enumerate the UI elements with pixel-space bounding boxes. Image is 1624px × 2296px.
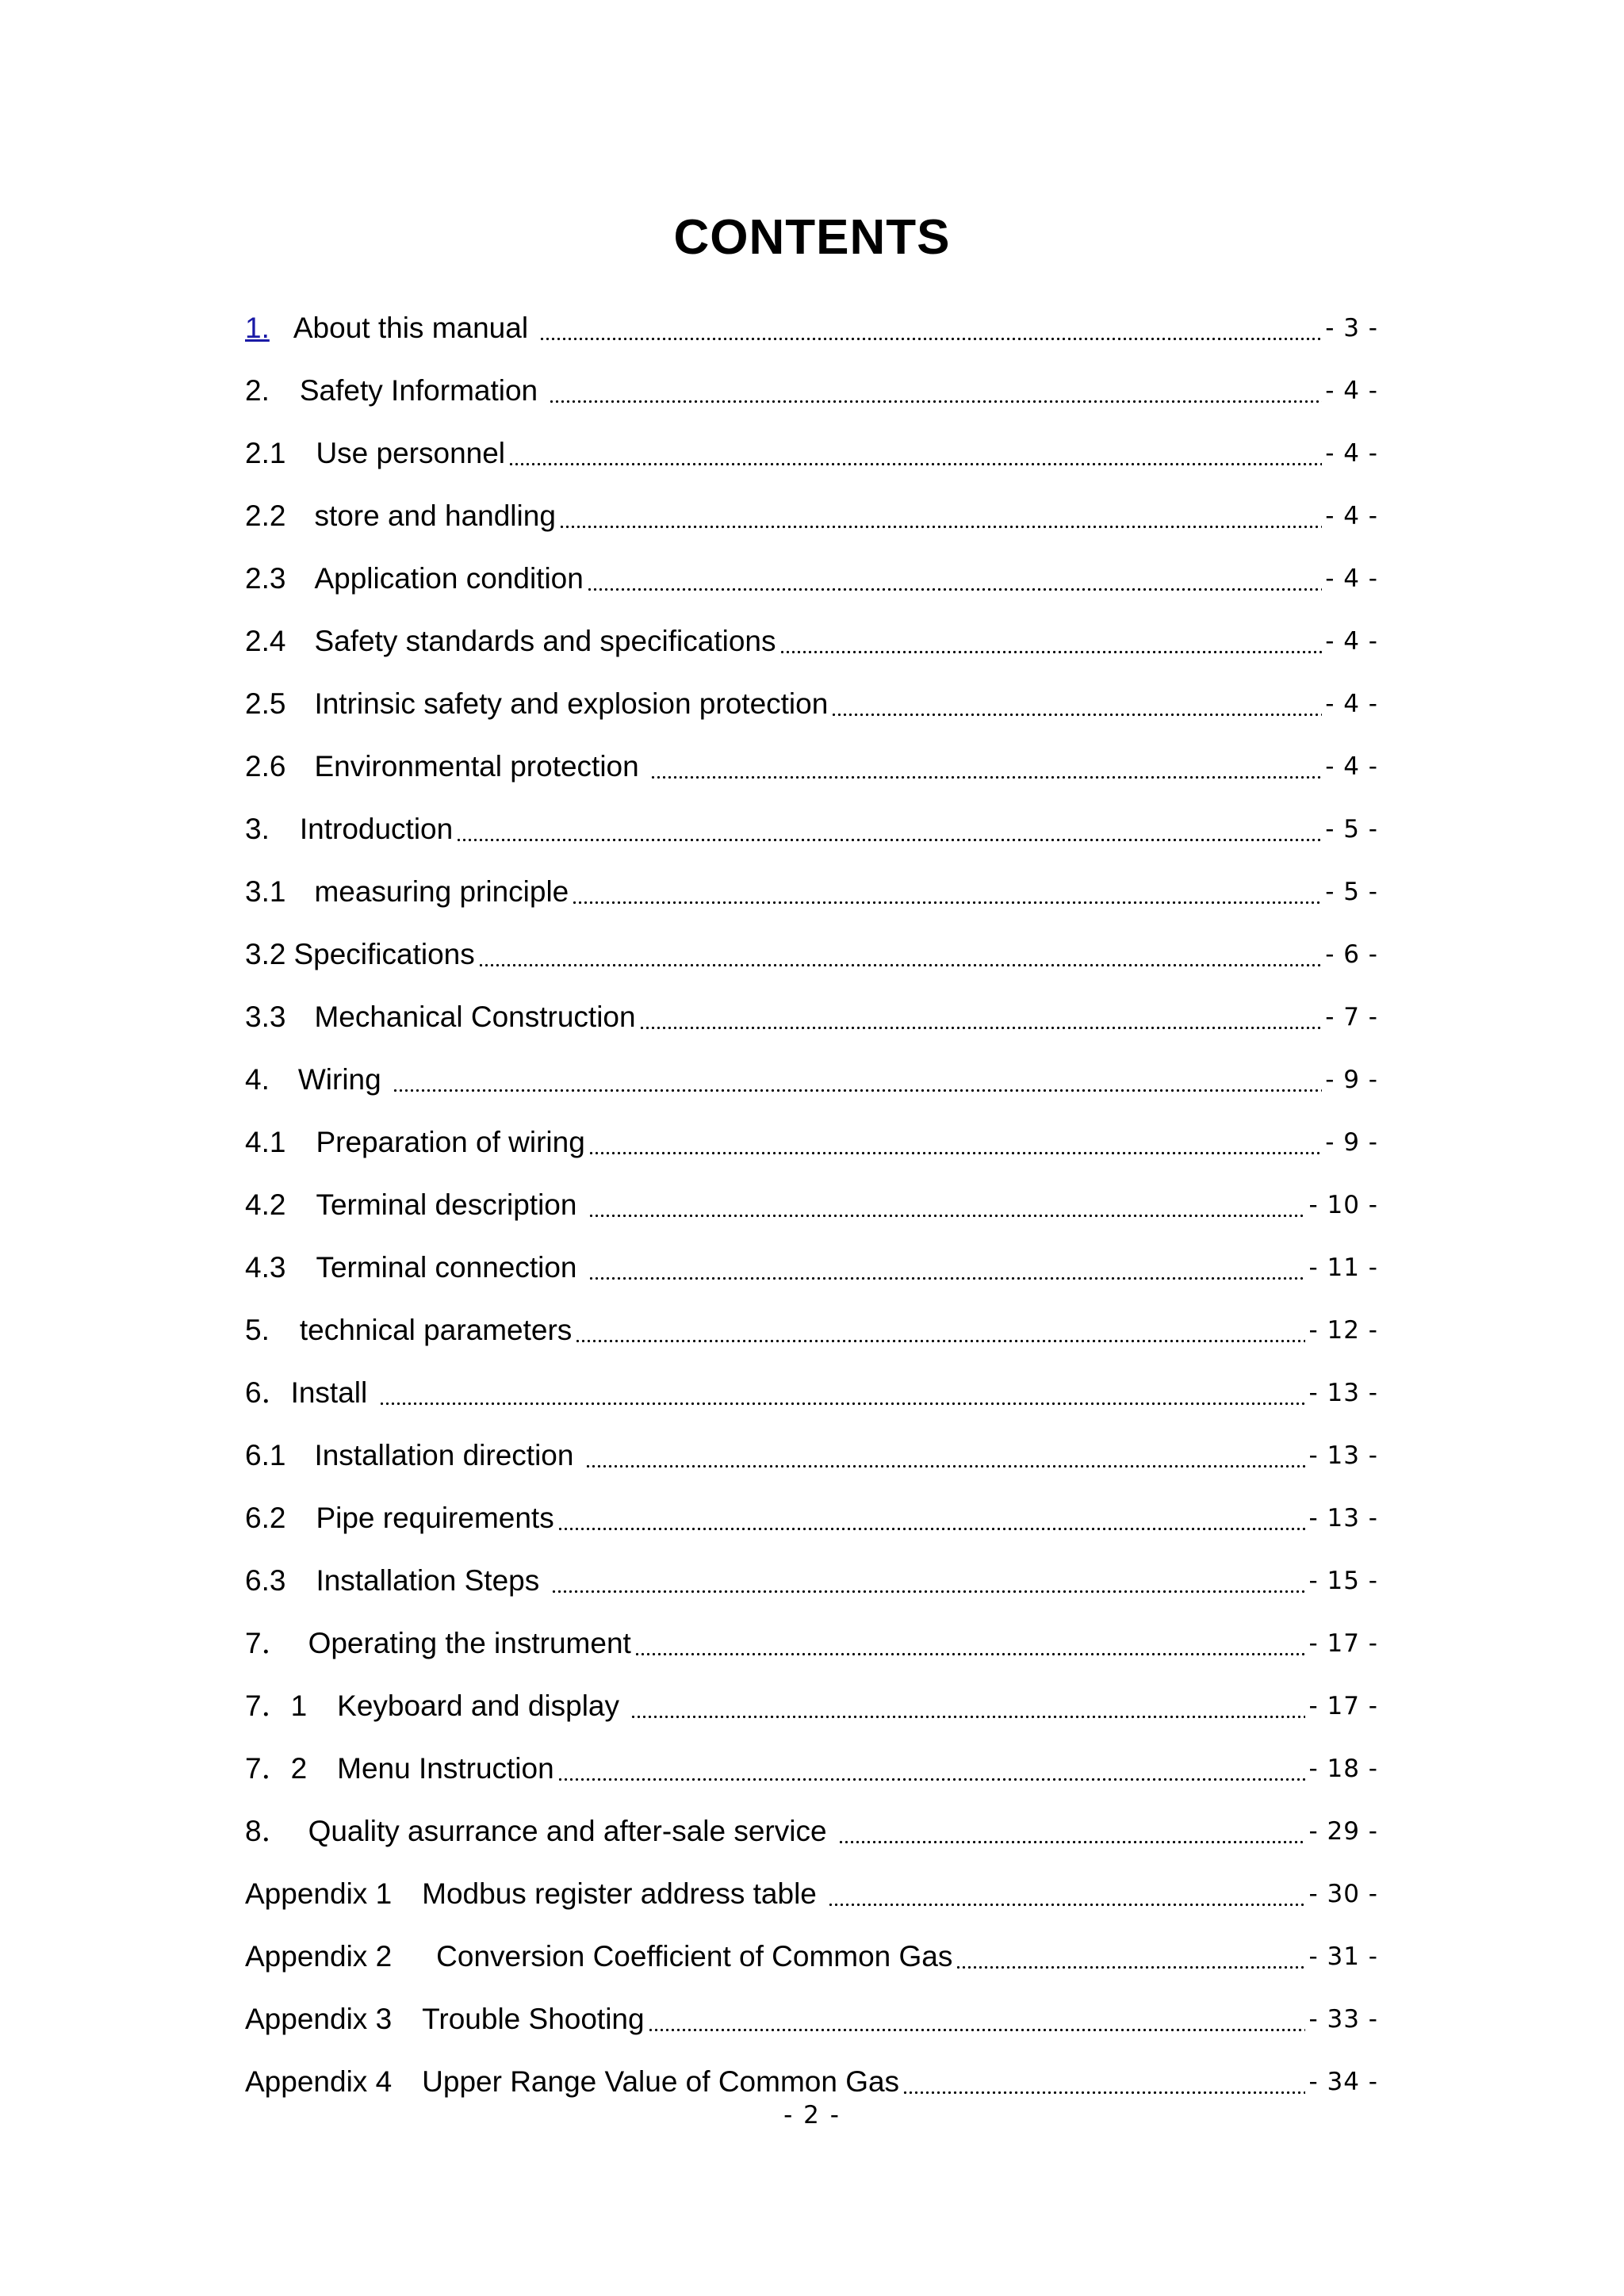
toc-entry-title: Operating the instrument xyxy=(308,1627,631,1659)
toc-entry[interactable] xyxy=(245,1035,1378,1098)
dot-leader xyxy=(639,999,1323,1031)
toc-entry[interactable] xyxy=(245,1098,1378,1161)
toc-entry-number: 2.6 xyxy=(245,750,286,783)
toc-entry[interactable] xyxy=(245,1223,1378,1286)
page-number: - 2 - xyxy=(783,2101,841,2130)
toc-entry-number: 4.2 xyxy=(245,1188,286,1221)
toc-entry[interactable] xyxy=(245,910,1378,973)
toc-entry-page: - 4 - xyxy=(1325,439,1378,468)
toc-entry-title: store and handling xyxy=(314,499,556,532)
toc-entry[interactable] xyxy=(245,1724,1378,1787)
dot-leader xyxy=(549,373,1322,404)
toc-entry[interactable] xyxy=(245,472,1378,534)
toc-entry-title: Menu Instruction xyxy=(337,1752,554,1785)
dot-leader xyxy=(393,1062,1322,1093)
toc-entry[interactable] xyxy=(245,2038,1378,2100)
dot-leader xyxy=(539,310,1322,342)
toc-entry-title: Use personnel xyxy=(316,437,506,469)
toc-entry-title: Installation direction xyxy=(314,1439,582,1471)
toc-entry-page: - 9 - xyxy=(1325,1128,1378,1157)
toc-entry[interactable] xyxy=(245,848,1378,910)
toc-entry-page: - 31 - xyxy=(1308,1942,1378,1971)
toc-entry-page: - 34 - xyxy=(1308,2068,1378,2096)
toc-entry-number: 2.4 xyxy=(245,625,286,657)
dot-leader xyxy=(648,2001,1306,2033)
toc-entry-number: 3.3 xyxy=(245,1001,286,1033)
toc-entry[interactable] xyxy=(245,1787,1378,1850)
toc-entry-page: - 6 - xyxy=(1325,940,1378,969)
dot-leader xyxy=(650,748,1322,780)
toc-entry-number: 3.1 xyxy=(245,875,286,908)
toc-entry-page: - 13 - xyxy=(1308,1379,1378,1407)
dot-leader xyxy=(956,1938,1305,1970)
toc-entry-page: - 4 - xyxy=(1325,502,1378,530)
toc-entry-title: Trouble Shooting xyxy=(422,2003,645,2035)
toc-entry-number: 6． xyxy=(245,1376,291,1409)
toc-entry-page: - 4 - xyxy=(1325,377,1378,405)
toc-entry-page: - 3 - xyxy=(1325,314,1378,342)
toc-entry-title: technical parameters xyxy=(299,1314,573,1346)
dot-leader xyxy=(456,811,1322,843)
toc-entry-number: 3.2 xyxy=(245,938,286,970)
toc-entry-title: Keyboard and display xyxy=(337,1689,628,1722)
dot-leader xyxy=(551,1563,1306,1594)
toc-entry-number: 4.1 xyxy=(245,1126,286,1158)
toc-entry-number[interactable]: 1. xyxy=(245,312,270,344)
dot-leader xyxy=(831,686,1322,718)
toc-entry[interactable] xyxy=(245,973,1378,1035)
table-of-contents xyxy=(245,284,1378,2100)
toc-entry-title: Upper Range Value of Common Gas xyxy=(422,2065,900,2098)
contents-heading: CONTENTS xyxy=(673,210,951,265)
toc-entry[interactable] xyxy=(245,1349,1378,1411)
toc-entry-title: Mechanical Construction xyxy=(314,1001,636,1033)
toc-entry-number: 6.1 xyxy=(245,1439,286,1471)
toc-entry-page: - 13 - xyxy=(1308,1504,1378,1533)
toc-entry-page: - 11 - xyxy=(1308,1253,1378,1282)
toc-entry[interactable] xyxy=(245,1975,1378,2038)
dot-leader xyxy=(902,2064,1305,2095)
toc-entry-page: - 4 - xyxy=(1325,627,1378,656)
toc-entry-title: Preparation of wiring xyxy=(316,1126,585,1158)
toc-entry-number: 8． xyxy=(245,1815,291,1847)
toc-entry[interactable] xyxy=(245,785,1378,848)
toc-entry-title: Specifications xyxy=(293,938,475,970)
toc-entry-number: 2.5 xyxy=(245,687,286,720)
toc-entry-page: - 17 - xyxy=(1308,1629,1378,1658)
toc-entry[interactable] xyxy=(245,1474,1378,1536)
toc-entry-page: - 9 - xyxy=(1325,1066,1378,1094)
toc-entry[interactable] xyxy=(245,1161,1378,1223)
toc-entry-title: measuring principle xyxy=(314,875,569,908)
toc-entry-page: - 10 - xyxy=(1308,1191,1378,1219)
toc-entry-page: - 18 - xyxy=(1308,1755,1378,1783)
toc-entry-number: 3. xyxy=(245,813,270,845)
dot-leader xyxy=(588,1124,1322,1156)
toc-entry-title: Install xyxy=(290,1376,376,1409)
toc-entry-number: Appendix 4 xyxy=(245,2065,393,2098)
dot-leader xyxy=(634,1625,1306,1657)
toc-entry-page: - 12 - xyxy=(1308,1316,1378,1345)
toc-entry-page: - 29 - xyxy=(1308,1817,1378,1846)
toc-entry-number: 7．1 xyxy=(245,1689,308,1722)
dot-leader xyxy=(478,936,1322,968)
toc-entry-number: 2.2 xyxy=(245,499,286,532)
toc-entry-title: Safety Information xyxy=(299,374,546,407)
toc-entry-page: - 33 - xyxy=(1308,2005,1378,2034)
dot-leader xyxy=(575,1312,1305,1344)
toc-entry-title: Environmental protection xyxy=(314,750,647,783)
toc-entry-page: - 13 - xyxy=(1308,1441,1378,1470)
toc-entry[interactable] xyxy=(245,722,1378,785)
toc-entry-number: 2. xyxy=(245,374,270,407)
dot-leader xyxy=(572,874,1322,905)
toc-entry[interactable] xyxy=(245,534,1378,597)
toc-entry-page: - 4 - xyxy=(1325,564,1378,593)
toc-entry[interactable] xyxy=(245,660,1378,722)
dot-leader xyxy=(828,1876,1305,1908)
toc-entry-title: Application condition xyxy=(314,562,584,595)
toc-entry-number: 2.3 xyxy=(245,562,286,595)
toc-entry[interactable] xyxy=(245,1286,1378,1349)
toc-entry[interactable] xyxy=(245,1536,1378,1599)
toc-entry-number: 2.1 xyxy=(245,437,286,469)
toc-entry-title: Pipe requirements xyxy=(316,1502,554,1534)
toc-entry-title: Conversion Coefficient of Common Gas xyxy=(436,1940,953,1973)
dot-leader xyxy=(588,1249,1306,1281)
dot-leader xyxy=(508,435,1322,467)
toc-entry-title: Installation Steps xyxy=(316,1564,548,1597)
toc-entry-page: - 5 - xyxy=(1325,815,1378,844)
toc-entry-number: 4.3 xyxy=(245,1251,286,1284)
toc-entry-page: - 4 - xyxy=(1325,690,1378,718)
toc-entry-title: Introduction xyxy=(299,813,454,845)
dot-leader xyxy=(379,1375,1306,1406)
dot-leader xyxy=(588,1187,1306,1219)
toc-entry-page: - 15 - xyxy=(1308,1567,1378,1595)
toc-entry[interactable] xyxy=(245,1662,1378,1724)
toc-entry[interactable] xyxy=(245,1912,1378,1975)
toc-entry-number: Appendix 3 xyxy=(245,2003,393,2035)
dot-leader xyxy=(838,1813,1306,1845)
toc-entry[interactable] xyxy=(245,1599,1378,1662)
toc-entry-title: Terminal description xyxy=(316,1188,585,1221)
toc-entry-number: 6.3 xyxy=(245,1564,286,1597)
toc-entry[interactable] xyxy=(245,346,1378,409)
toc-entry-title: Wiring xyxy=(297,1063,389,1096)
dot-leader xyxy=(779,623,1323,655)
toc-entry[interactable] xyxy=(245,284,1378,346)
toc-entry-number: 4. xyxy=(245,1063,270,1096)
toc-entry-number: 7． xyxy=(245,1627,291,1659)
dot-leader xyxy=(559,498,1322,530)
toc-entry-page: - 7 - xyxy=(1325,1003,1378,1031)
dot-leader xyxy=(587,561,1322,592)
dot-leader xyxy=(557,1751,1306,1782)
toc-entry-title: Safety standards and specifications xyxy=(314,625,776,657)
toc-entry[interactable] xyxy=(245,597,1378,660)
toc-entry-page: - 4 - xyxy=(1325,752,1378,781)
toc-entry[interactable] xyxy=(245,1850,1378,1912)
toc-entry-number: Appendix 2 xyxy=(245,1940,393,1973)
toc-entry-title: Terminal connection xyxy=(316,1251,585,1284)
dot-leader xyxy=(557,1500,1306,1532)
toc-entry-title: About this manual xyxy=(293,312,537,344)
toc-entry-page: - 30 - xyxy=(1308,1880,1378,1908)
toc-entry-number: 5. xyxy=(245,1314,270,1346)
toc-entry-title: Modbus register address table xyxy=(422,1877,825,1910)
toc-entry[interactable] xyxy=(245,409,1378,472)
toc-entry[interactable] xyxy=(245,1411,1378,1474)
toc-entry-page: - 5 - xyxy=(1325,878,1378,906)
toc-entry-page: - 17 - xyxy=(1308,1692,1378,1720)
toc-entry-number: Appendix 1 xyxy=(245,1877,393,1910)
toc-entry-title: Intrinsic safety and explosion protection xyxy=(314,687,829,720)
dot-leader xyxy=(630,1688,1305,1720)
toc-entry-number: 7．2 xyxy=(245,1752,308,1785)
dot-leader xyxy=(585,1437,1306,1469)
toc-entry-title: Quality asurrance and after-sale service xyxy=(308,1815,835,1847)
toc-entry-number: 6.2 xyxy=(245,1502,286,1534)
